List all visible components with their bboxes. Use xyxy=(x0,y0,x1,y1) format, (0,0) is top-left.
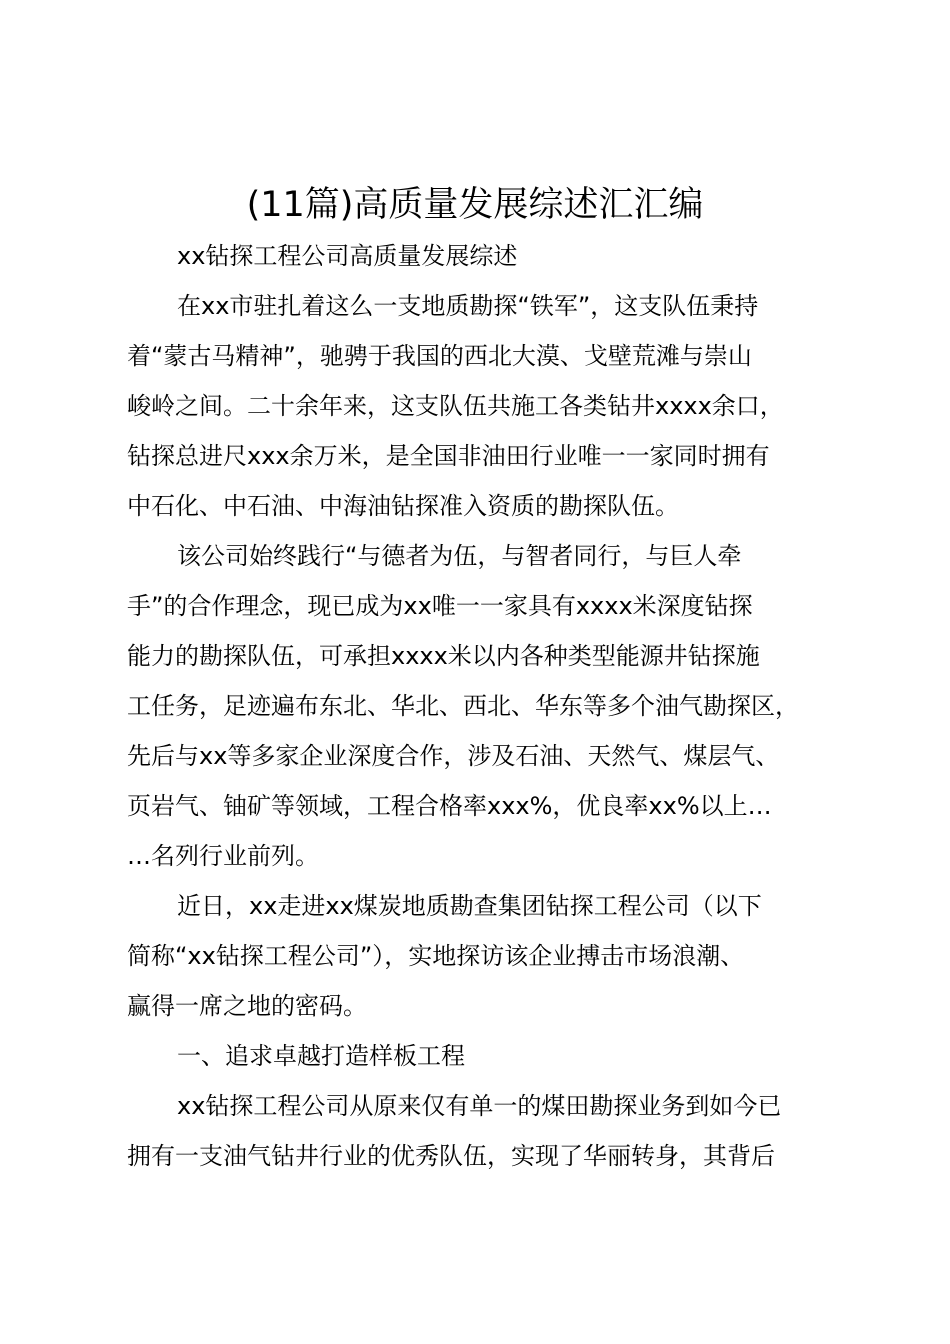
paragraph-line: …名列行业前列。 xyxy=(127,842,319,870)
paragraph-line: 赢得一席之地的密码。 xyxy=(127,992,367,1020)
paragraph-line: xx钻探工程公司从原来仅有单一的煤田勘探业务到如今已 xyxy=(177,1092,782,1120)
paragraph-line: 中石化、中石油、中海油钻探准入资质的勘探队伍。 xyxy=(127,492,679,520)
paragraph-line: 工任务，足迹遍布东北、华北、西北、华东等多个油气勘探区， xyxy=(127,692,799,720)
paragraph-line: 先后与xx等多家企业深度合作，涉及石油、天然气、煤层气、 xyxy=(127,742,780,770)
document-title: (11篇)高质量发展综述汇汇编 xyxy=(246,185,704,225)
paragraph-line: 能力的勘探队伍，可承担xxxx米以内各种类型能源井钻探施 xyxy=(127,642,760,670)
paragraph-line: 峻岭之间。二十余年来，这支队伍共施工各类钻井xxxx余口， xyxy=(127,392,784,420)
paragraph-line: 该公司始终践行“与德者为伍，与智者同行，与巨人牵 xyxy=(177,542,742,570)
paragraph-line: 着“蒙古马精神”，驰骋于我国的西北大漠、戈壁荒滩与崇山 xyxy=(127,342,752,370)
paragraph-line: 页岩气、铀矿等领域，工程合格率xxx%，优良率xx%以上… xyxy=(127,792,772,820)
paragraph-line: 拥有一支油气钻井行业的优秀队伍，实现了华丽转身，其背后 xyxy=(127,1142,775,1170)
paragraph-line: 钻探总进尺xxx余万米，是全国非油田行业唯一一家同时拥有 xyxy=(127,442,770,470)
paragraph-line: 简称“xx钻探工程公司”），实地探访该企业搏击市场浪潮、 xyxy=(127,942,745,970)
paragraph-line: 手”的合作理念，现已成为xx唯一一家具有xxxx米深度钻探 xyxy=(127,592,753,620)
paragraph-line: 在xx市驻扎着这么一支地质勘探“铁军”，这支队伍秉持 xyxy=(177,292,759,320)
paragraph-line: 近日，xx走进xx煤炭地质勘查集团钻探工程公司（以下 xyxy=(177,892,762,920)
article-subtitle: xx钻探工程公司高质量发展综述 xyxy=(177,242,518,270)
section-heading: 一、追求卓越打造样板工程 xyxy=(177,1042,465,1070)
